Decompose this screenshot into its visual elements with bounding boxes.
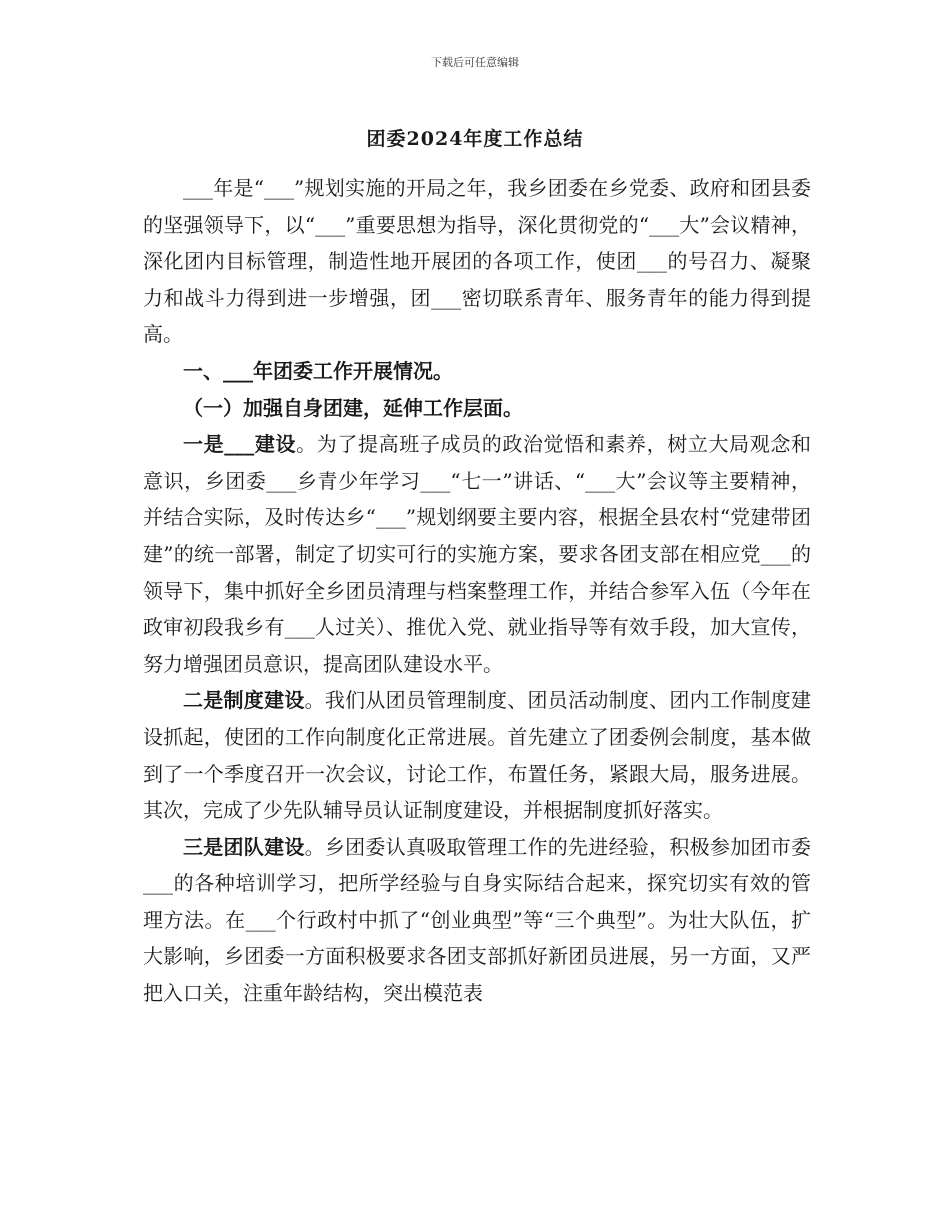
item-text-2: 。我们从团员管理制度、团员活动制度、团内工作制度建设抓起，使团的工作向制度化正常进展。首先建立了团委例会制度，基本做到了一个季度召开一次会议，讨论工作，布置任务，紧跟大局，服务进展。其次，完成了少先队辅导员认证制度建设，并根据制度抓好落实。 [143,688,812,823]
item-paragraph-1 [143,426,811,682]
item-lead-3: 三是团队建设 [183,834,305,859]
document-title: 团委2024年度工作总结 [366,128,584,150]
item-paragraph-2 [143,682,811,828]
header-note: 下载后可任意编辑 [431,56,519,69]
item-text-1: 。为了提高班子成员的政治觉悟和素养，树立大局观念和意识，乡团委___乡青少年学习___“七一”讲话、“___大”会议等主要精神，并结合实际，及时传达乡“___”规划纲要主要内容，根据全县农村“党建带团建”的统一部署，制定了切实可行的实施方案，要求各团支部在相应党___的领导下，集中抓好全乡团员清理与档案整理工作，并结合参军入伍（今年在政审初段我乡有___人过关）、推优入党、就业指导等有效手段，加大宣传，努力增强团员意识，提高团队建设水平。 [143,432,812,676]
item-lead-2: 二是制度建设 [183,688,305,713]
subsection-heading: （一）加强自身团建，延伸工作层面。 [183,395,523,420]
item-lead-1: 一是___建设 [183,432,297,457]
item-paragraph-3 [143,829,811,1012]
item-text-3: 。乡团委认真吸取管理工作的先进经验，积极参加团市委___的各种培训学习，把所学经验与自身实际结合起来，探究切实有效的管理方法。在___个行政村中抓了“创业典型”等“三个典型”。为壮大队伍，扩大影响，乡团委一方面积极要求各团支部抓好新团员进展，另一方面，又严把入口关，注重年龄结构，突出模范表 [143,834,812,1006]
intro-paragraph: ___年是“___”规划实施的开局之年，我乡团委在乡党委、政府和团县委的坚强领导下，以“___”重要思想为指导，深化贯彻党的“___大”会议精神，深化团内目标管理，制造性地开展团的各项工作，使团___的号召力、凝聚力和战斗力得到进一步增强，团___密切联系青年、服务青年的能力得到提高。 [143,176,811,347]
section-heading: 一、___年团委工作开展情况。 [183,358,453,383]
document-body [143,170,811,1012]
